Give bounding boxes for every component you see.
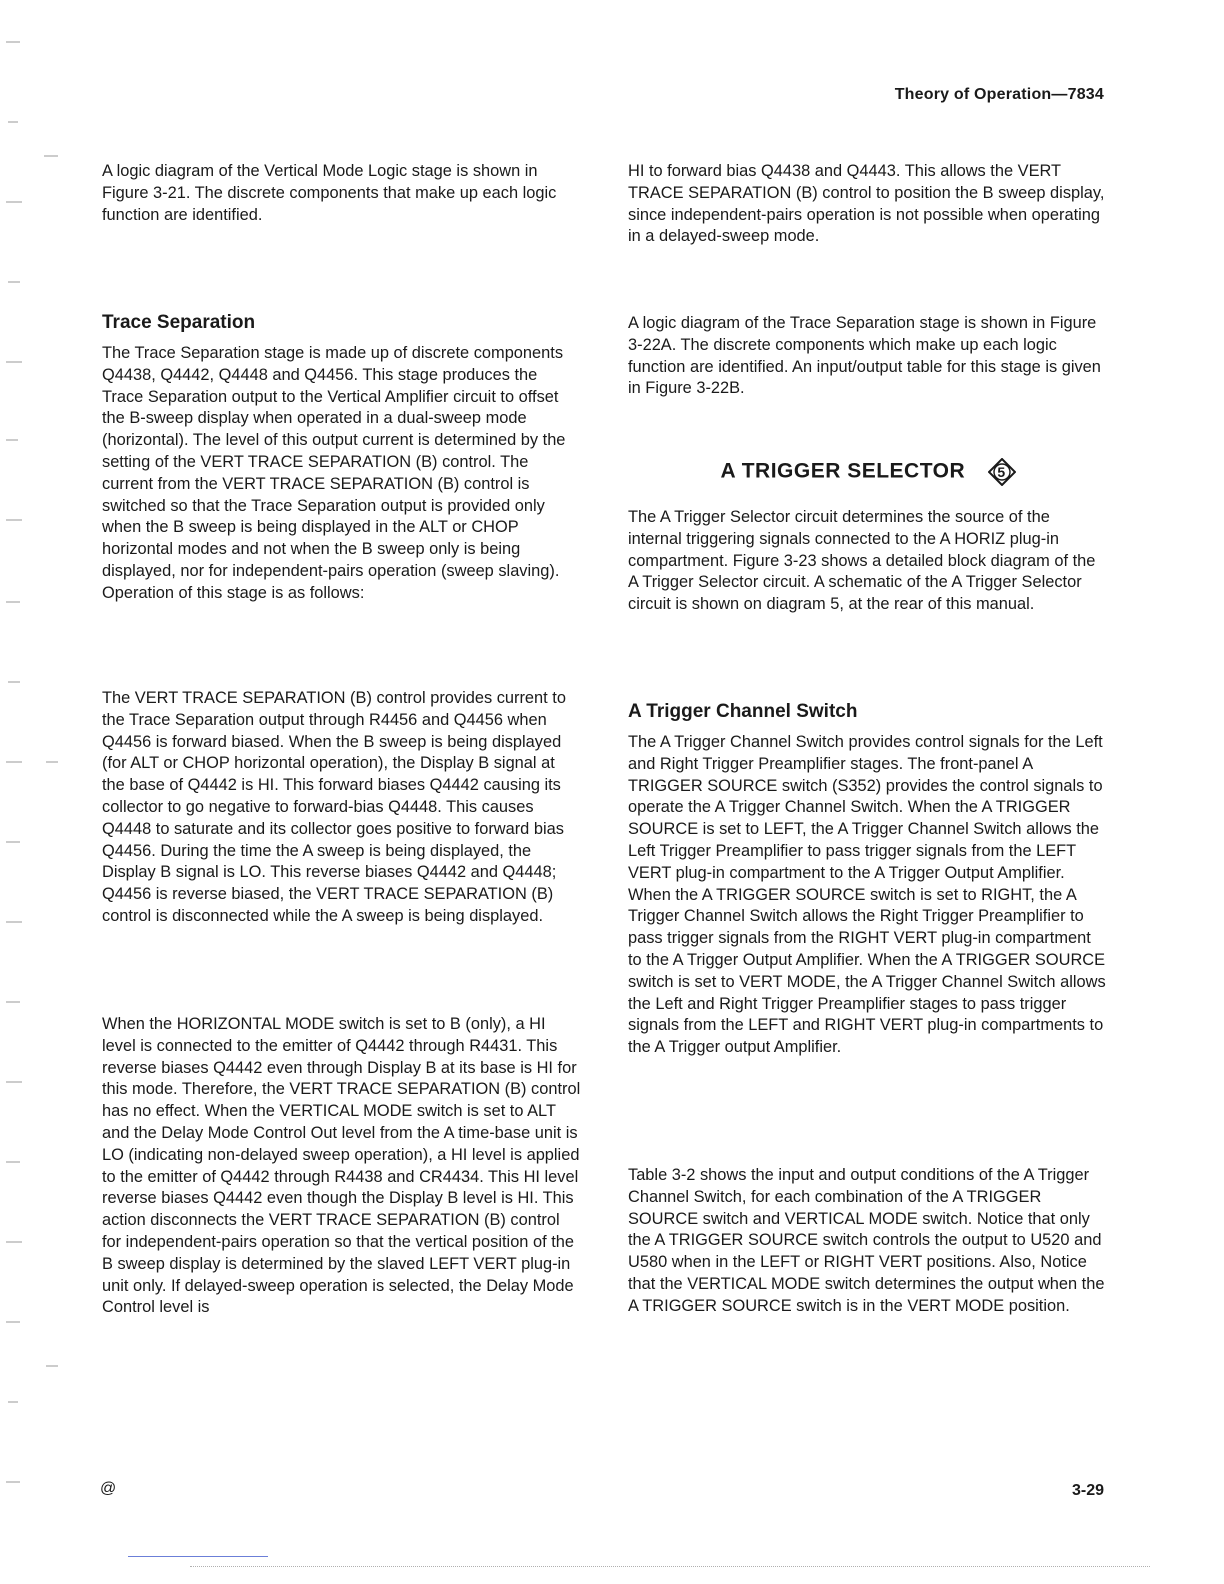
scan-edge-marks <box>0 0 60 1584</box>
bottom-dotted-line <box>190 1566 1150 1568</box>
trace-separation-paragraph-2: The VERT TRACE SEPARATION (B) control provides current to the Trace Separation output through R4456 and Q4456 when Q4456 is forward biased. When the B sweep is being displayed (for ALT or CHOP horizontal operation), the Display B signal at the base of Q4442 is HI. This forward biases Q4442 causing its collector to go negative to forward-bias Q4448. This causes Q4448 to saturate and its collector goes positive to forward bias Q4456. During the time the A sweep is being displayed, the Display B signal is LO. This reverse biases Q4442 and Q4448; Q4456 is reverse biased, the VERT TRACE SEPARATION (B) control is disconnected while the A sweep is being displayed. <box>102 689 566 925</box>
trigger-channel-paragraph-1: The A Trigger Channel Switch provides control signals for the Left and Right Trigger Preamplifier stages. The front-panel A TRIGGER SOURCE switch (S352) provides the control signals to operate the A Trigger Channel Switch. When the A TRIGGER SOURCE is set to LEFT, the A Trigger Channel Switch allows the Left Trigger Preamplifier to pass trigger signals from the LEFT VERT plug-in compartment to the A Trigger Output Amplifier. When the A TRIGGER SOURCE switch is set to RIGHT, the A Trigger Channel Switch allows the Right Trigger Preamplifier to pass trigger signals from the RIGHT VERT plug-in compartment to the A Trigger Output Amplifier. When the A TRIGGER SOURCE switch is set to VERT MODE, the A Trigger Channel Switch allows the Left and Right Trigger Preamplifier stages to pass trigger signals from the LEFT and RIGHT VERT plug-in compartments to the A Trigger output Amplifier. <box>628 733 1106 1057</box>
trigger-selector-paragraph: The A Trigger Selector circuit determines the source of the internal triggering signals connected to the A HORIZ plug-in compartment. Figure 3-23 shows a detailed block diagram of the A Trigger Selector circuit. A schematic of the A Trigger Selector circuit is shown on diagram 5, at the rear of this manual. <box>628 508 1096 614</box>
diagram-number: 5 <box>997 464 1006 480</box>
trigger-channel-paragraph-2: Table 3-2 shows the input and output conditions of the A Trigger Channel Switch, for each combination of the A TRIGGER SOURCE switch and VERTICAL MODE switch. Notice that only the A TRIGGER SOURCE switch controls the output to U520 and U580 when in the LEFT or RIGHT VERT positions. Also, Notice that the VERTICAL MODE switch determines the output when the A TRIGGER SOURCE switch is in the VERT MODE position. <box>628 1166 1105 1315</box>
bottom-rule <box>128 1556 268 1557</box>
trigger-channel-switch-heading: A Trigger Channel Switch <box>628 701 858 722</box>
diagram-number-badge <box>988 458 1016 486</box>
trace-separation-heading: Trace Separation <box>102 312 256 333</box>
trace-separation-paragraph-1: The Trace Separation stage is made up of discrete components Q4438, Q4442, Q4448 and Q4456. This stage produces the Trace Separation output to the Vertical Amplifier circuit to offset the B-sweep display when operated in a dual-sweep mode (horizontal). The level of this output current is determined by the setting of the VERT TRACE SEPARATION (B) control. The current from the VERT TRACE SEPARATION (B) control is switched so that the Trace Separation output is provided only when the B sweep is being displayed in the ALT or CHOP horizontal modes and not when the B sweep only is being displayed, nor for independent-pairs operation (sweep slaving). Operation of this stage is as follows: <box>102 344 566 602</box>
continuation-paragraph: HI to forward bias Q4438 and Q4443. This allows the VERT TRACE SEPARATION (B) control to position the B sweep display, since independent-pairs operation is not possible when operating in a delayed-sweep mode. <box>628 162 1105 246</box>
trace-logic-paragraph: A logic diagram of the Trace Separation stage is shown in Figure 3-22A. The discrete components which make up each logic function are identified. An input/output table for this stage is given in Figure 3-22B. <box>628 314 1101 398</box>
page-number: 3-29 <box>1071 1482 1104 1499</box>
a-trigger-selector-title <box>628 458 1108 486</box>
intro-paragraph: A logic diagram of the Vertical Mode Logic stage is shown in Figure 3-21. The discrete components that make up each logic function are identified. <box>102 162 557 224</box>
footer-mark: @ <box>100 1480 117 1497</box>
running-head: Theory of Operation—7834 <box>894 86 1104 103</box>
trace-separation-paragraph-3: When the HORIZONTAL MODE switch is set to B (only), a HI level is connected to the emitter of Q4442 through R4431. This reverse biases Q4442 even through Display B at its base is HI for this mode. Therefore, the VERT TRACE SEPARATION (B) control has no effect. When the VERTICAL MODE switch is set to ALT and the Delay Mode Control Out level from the A time-base unit is LO (indicating non-delayed sweep operation), a HI level is applied to the emitter of Q4442 through R4438 and CR4434. This HI level reverse biases Q4442 even though the Display B level is HI. This action disconnects the VERT TRACE SEPARATION (B) control for independent-pairs operation so that the vertical position of the B sweep display is determined by the slaved LEFT VERT plug-in unit only. If delayed-sweep operation is selected, the Delay Mode Control level is <box>102 1015 581 1317</box>
section-title-text: A TRIGGER SELECTOR <box>720 459 966 483</box>
